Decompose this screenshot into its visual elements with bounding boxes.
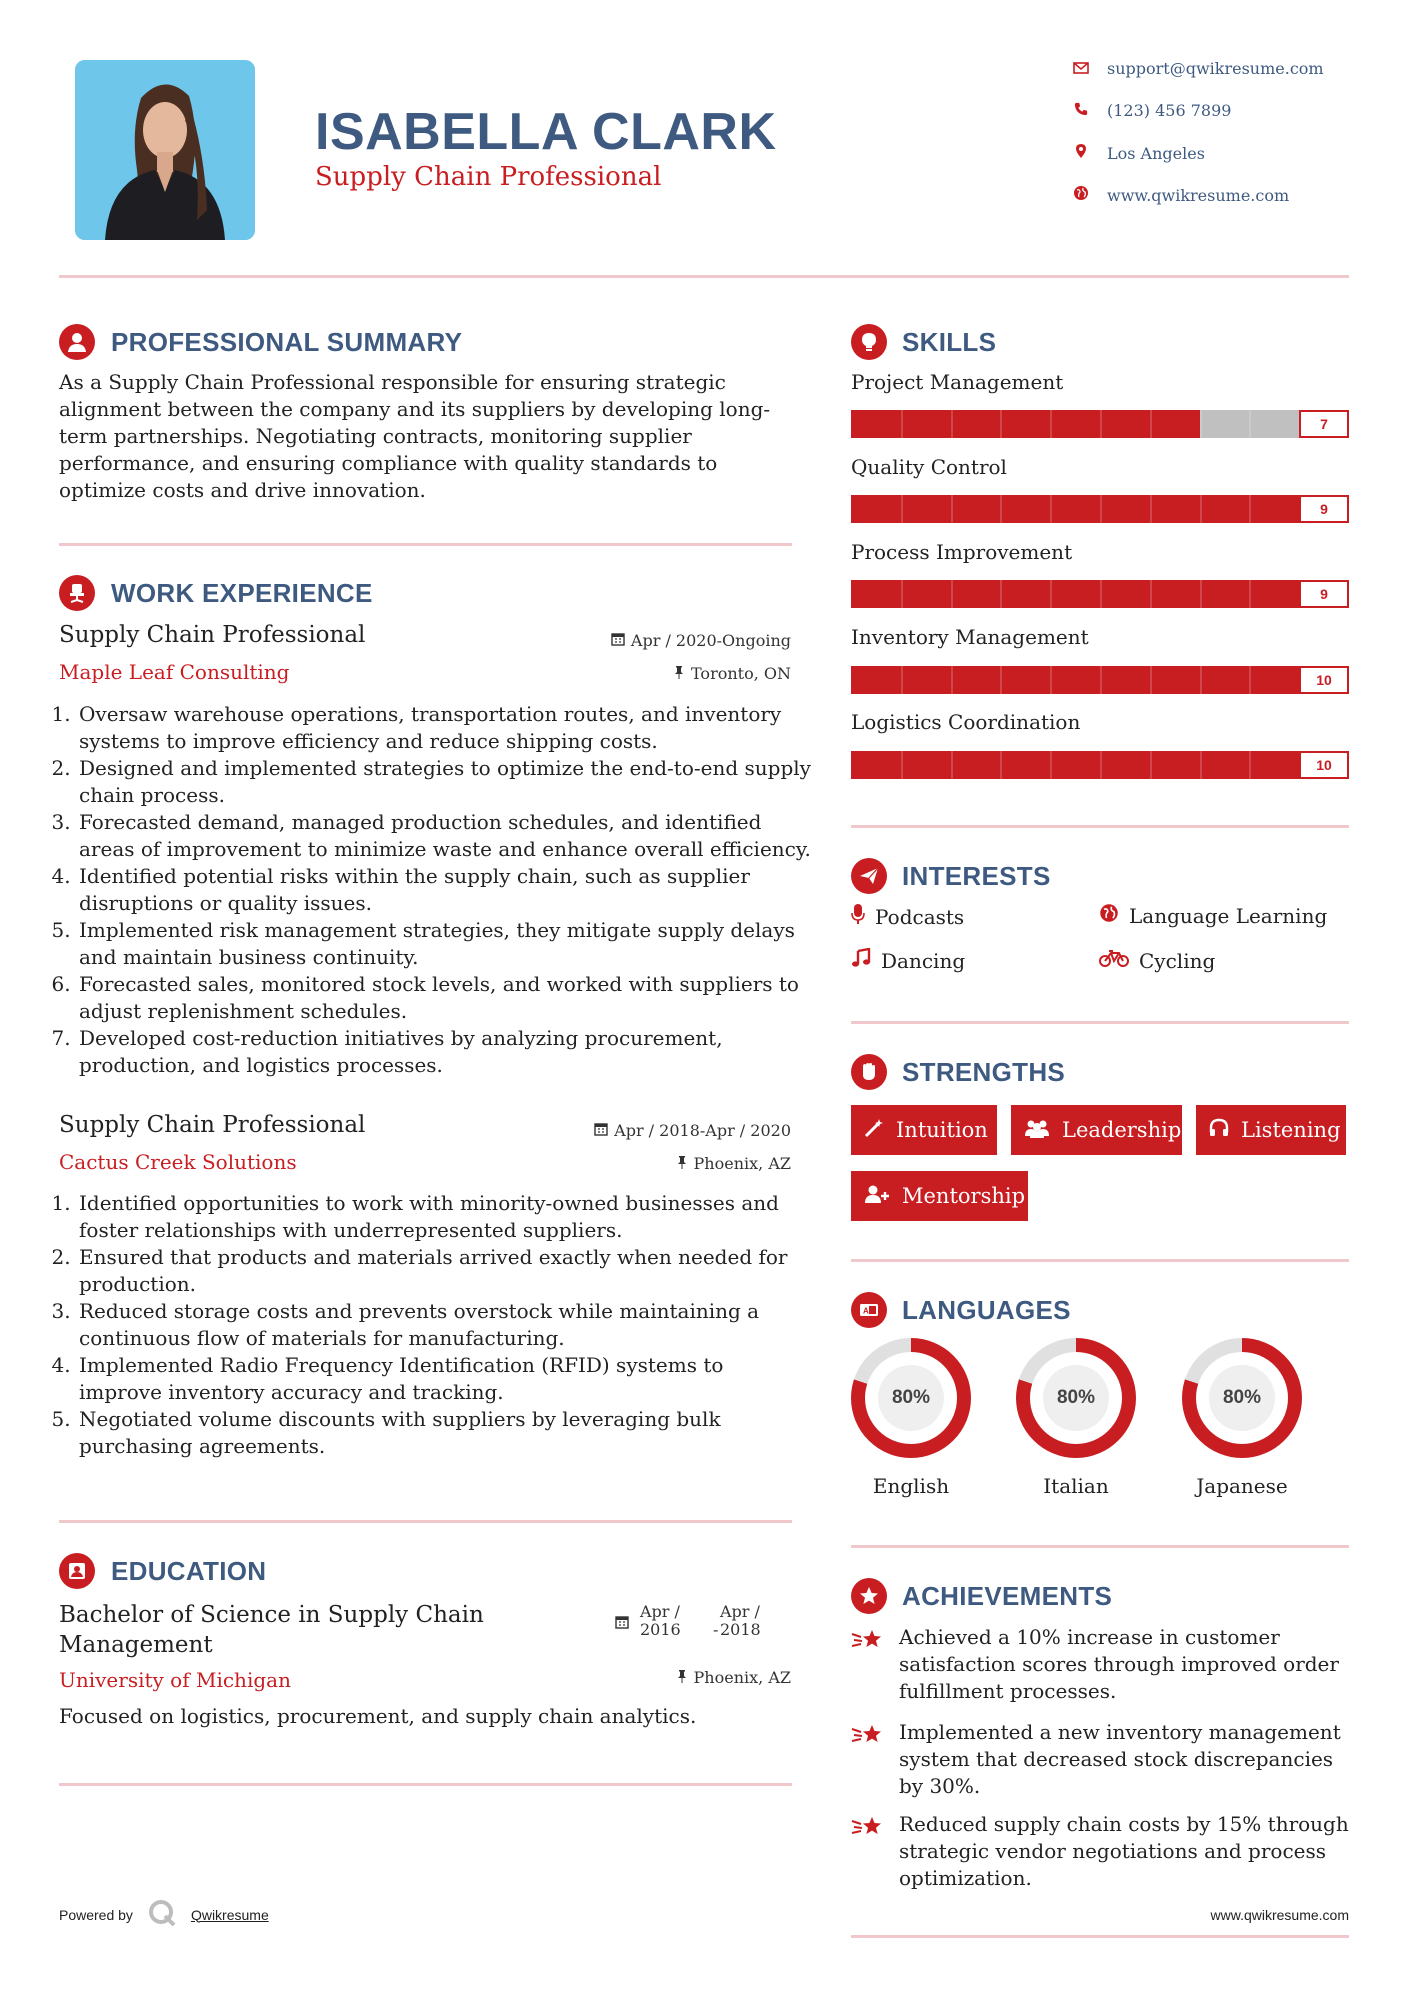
shooting-star-icon: [851, 1628, 885, 1705]
users-icon: [1024, 1118, 1050, 1143]
lightbulb-icon: [851, 324, 887, 360]
skill-bar-segment: [1100, 751, 1102, 779]
list-item: 5. Implemented risk management strategies, they mitigate supply delays and maintain business continuity.: [77, 917, 812, 971]
job-dates-text: Apr / 2018-Apr / 2020: [614, 1121, 791, 1140]
skill-score: 9: [1299, 580, 1349, 608]
list-item: 1. Identified opportunities to work with minority-owned businesses and foster relationships with underrepresented suppliers.: [77, 1190, 812, 1244]
footer-website[interactable]: www.qwikresume.com: [1210, 1907, 1349, 1923]
education-start-year: 2016: [640, 1620, 681, 1639]
magic-wand-icon: [864, 1118, 884, 1143]
skill-bar-segment: [1200, 410, 1202, 438]
skill-score: 9: [1299, 495, 1349, 523]
list-item: 1. Oversaw warehouse operations, transportation routes, and inventory systems to improve efficiency and reduce shipping costs.: [77, 701, 812, 755]
language-percent: 80%: [1209, 1365, 1275, 1431]
job-location: [673, 664, 791, 683]
company-name: Maple Leaf Consulting: [59, 660, 290, 684]
school-name: University of Michigan: [59, 1668, 291, 1692]
skill-name: Project Management: [851, 370, 1064, 394]
strengths-heading: STRENGTHS: [902, 1057, 1066, 1087]
skill-bar: [851, 410, 1349, 438]
skill-bar-segment: [1150, 666, 1152, 694]
skill-bar-segment: [1000, 580, 1002, 608]
skill-bar-segment: [1249, 580, 1251, 608]
education-end-year: 2018: [720, 1620, 761, 1639]
language-name: Italian: [1043, 1474, 1109, 1498]
svg-text:A: A: [863, 1306, 869, 1316]
degree-title-line-2: Management: [59, 1632, 213, 1658]
skill-bar-segment: [1050, 495, 1052, 523]
skill-bar-segment: [1200, 580, 1202, 608]
job-title: Supply Chain Professional: [59, 1112, 366, 1138]
skill-bar-segment: [1150, 580, 1152, 608]
interest-label: Dancing: [881, 948, 966, 973]
language-ring: [1016, 1338, 1136, 1458]
language-item: [849, 1338, 973, 1498]
job-location-text: Toronto, ON: [691, 664, 791, 683]
skill-bar-segment: [1150, 751, 1152, 779]
language-name: Japanese: [1196, 1474, 1288, 1498]
email-text: support@qwikresume.com: [1107, 59, 1324, 78]
phone-icon: [1073, 101, 1089, 120]
interest-label: Podcasts: [875, 904, 965, 929]
list-item: 5. Negotiated volume discounts with suppliers by leveraging bulk purchasing agreements.: [77, 1406, 812, 1460]
interest-label: Cycling: [1139, 948, 1216, 973]
calendar-icon: [594, 1121, 608, 1140]
skill-bar-segment: [901, 666, 903, 694]
skills-divider: [851, 825, 1349, 828]
raised-fist-icon: [851, 1054, 887, 1090]
education-date-dash: -: [713, 1620, 719, 1639]
skill-bar-segment: [1050, 410, 1052, 438]
thumbtack-icon: [676, 1154, 688, 1173]
language-icon: [851, 1292, 887, 1328]
achievements-heading: ACHIEVEMENTS: [902, 1581, 1113, 1611]
candidate-title: Supply Chain Professional: [315, 162, 662, 192]
shooting-star-icon: [851, 1815, 885, 1892]
education-location: [676, 1668, 791, 1687]
summary-text: As a Supply Chain Professional responsible for ensuring strategic alignment between the company and its suppliers by developing long-term partnerships. Negotiating contracts, monitoring supplier performance, and ensuring compliance with quality standards to optimize costs and drive innovation.: [59, 370, 771, 502]
skills-heading: SKILLS: [902, 327, 997, 357]
skill-bar: [851, 495, 1349, 523]
skill-bar-segment: [951, 495, 953, 523]
language-percent: 80%: [1043, 1365, 1109, 1431]
skill-score: 7: [1299, 410, 1349, 438]
language-ring: [1182, 1338, 1302, 1458]
strength-label: Intuition: [896, 1118, 988, 1142]
skill-bar-fill: [851, 580, 1299, 608]
skill-bar-segment: [1050, 751, 1052, 779]
contact-phone[interactable]: [1073, 101, 1231, 120]
list-item: 3. Reduced storage costs and prevents overstock while maintaining a continuous flow of materials for manufacturing.: [77, 1298, 812, 1352]
skill-bar-segment: [951, 666, 953, 694]
skill-bar-segment: [1249, 751, 1251, 779]
qwikresume-logo-icon: [147, 1898, 177, 1931]
job-dates: [594, 1121, 791, 1140]
skill-bar-fill: [851, 410, 1200, 438]
list-item: 3. Forecasted demand, managed production schedules, and identified areas of improvement to minimize waste and enhance overall efficiency.: [77, 809, 812, 863]
language-name: English: [872, 1474, 950, 1498]
location-text: Los Angeles: [1107, 143, 1205, 163]
phone-text: (123) 456 7899: [1107, 101, 1232, 120]
bicycle-icon: [1099, 948, 1129, 973]
achievement-text: Implemented a new inventory management system that decreased stock discrepancies by 30%.: [899, 1720, 1341, 1798]
strength-badge: [851, 1171, 1028, 1221]
office-chair-icon: [59, 575, 95, 611]
summary-heading: PROFESSIONAL SUMMARY: [111, 327, 463, 357]
language-ring: [851, 1338, 971, 1458]
skill-name: Process Improvement: [851, 540, 1073, 564]
skill-bar-segment: [1200, 495, 1202, 523]
skill-name: Logistics Coordination: [851, 710, 1081, 734]
job-duties-list: [59, 1190, 812, 1460]
star-badge-icon: [851, 1578, 887, 1614]
shooting-star-icon: [851, 1723, 885, 1800]
job-duties-list: [59, 701, 812, 1079]
skill-name: Quality Control: [851, 455, 1007, 479]
microphone-icon: [851, 903, 865, 930]
website-text: www.qwikresume.com: [1107, 185, 1290, 205]
skill-bar-segment: [1100, 410, 1102, 438]
languages-heading: LANGUAGES: [902, 1295, 1071, 1325]
company-name: Cactus Creek Solutions: [59, 1150, 297, 1174]
language-percent: 80%: [878, 1365, 944, 1431]
strength-label: Listening: [1241, 1118, 1341, 1142]
contact-website[interactable]: [1073, 185, 1289, 205]
strength-badge: [1196, 1105, 1346, 1155]
strength-label: Leadership: [1062, 1118, 1182, 1142]
skill-bar-segment: [951, 580, 953, 608]
experience-divider: [59, 1520, 792, 1523]
achievement-text: Achieved a 10% increase in customer satisfaction scores through improved order fulfillment processes.: [899, 1625, 1339, 1703]
skill-bar-segment: [1249, 410, 1251, 438]
footer-divider: [851, 1935, 1349, 1938]
education-location-text: Phoenix, AZ: [693, 1668, 791, 1687]
skill-bar-segment: [951, 410, 953, 438]
list-item: 6. Forecasted sales, monitored stock levels, and worked with suppliers to adjust replenishment schedules.: [77, 971, 812, 1025]
achievement-item: [851, 1624, 1351, 1705]
strengths-divider: [851, 1259, 1349, 1262]
map-pin-icon: [1073, 143, 1089, 163]
skill-bar-segment: [951, 751, 953, 779]
skill-bar-segment: [901, 580, 903, 608]
qwikresume-link[interactable]: Qwikresume: [190, 1906, 269, 1923]
skill-bar-segment: [1200, 751, 1202, 779]
skill-bar-segment: [901, 751, 903, 779]
interest-item: [1099, 948, 1215, 973]
job-location-text: Phoenix, AZ: [693, 1154, 791, 1173]
summary-divider: [59, 543, 792, 546]
interests-heading: INTERESTS: [902, 861, 1051, 891]
job-dates: [611, 631, 791, 650]
skill-bar-segment: [1249, 495, 1251, 523]
education-description: Focused on logistics, procurement, and supply chain analytics.: [59, 1704, 697, 1728]
achievement-text: Reduced supply chain costs by 15% through strategic vendor negotiations and process optimization.: [899, 1812, 1349, 1890]
profile-photo: [75, 60, 255, 240]
education-dates: [615, 1602, 795, 1642]
user-plus-icon: [864, 1184, 890, 1209]
contact-email[interactable]: [1073, 59, 1324, 78]
contact-location: [1073, 143, 1205, 163]
skill-bar-segment: [1200, 666, 1202, 694]
skill-bar-segment: [1000, 495, 1002, 523]
degree-title-line-1: Bachelor of Science in Supply Chain: [59, 1602, 484, 1628]
skill-bar-segment: [1150, 495, 1152, 523]
achievement-item: [851, 1719, 1351, 1800]
headphones-icon: [1209, 1118, 1229, 1143]
skill-bar-segment: [1000, 666, 1002, 694]
list-item: 2. Ensured that products and materials arrived exactly when needed for production.: [77, 1244, 812, 1298]
music-note-icon: [851, 948, 871, 973]
globe-icon: [1099, 903, 1119, 928]
list-item: 2. Designed and implemented strategies to optimize the end-to-end supply chain process.: [77, 755, 812, 809]
strength-badge: [851, 1105, 997, 1155]
powered-by-text: Powered by: [59, 1906, 133, 1923]
strength-label: Mentorship: [902, 1184, 1026, 1208]
paper-plane-icon: [851, 858, 887, 894]
education-start-month: Apr /: [640, 1602, 680, 1621]
strength-badge: [1011, 1105, 1182, 1155]
user-circle-icon: [59, 324, 95, 360]
skill-bar-fill: [851, 495, 1299, 523]
globe-icon: [1073, 185, 1089, 205]
skill-bar-segment: [1000, 410, 1002, 438]
skill-bar-segment: [1100, 666, 1102, 694]
skill-name: Inventory Management: [851, 625, 1089, 649]
skill-bar: [851, 580, 1349, 608]
education-divider: [59, 1783, 792, 1786]
thumbtack-icon: [673, 664, 685, 683]
skill-score: 10: [1299, 751, 1349, 779]
candidate-name: ISABELLA CLARK: [315, 103, 777, 161]
list-item: 4. Identified potential risks within the supply chain, such as supplier disruptions or quality issues.: [77, 863, 812, 917]
calendar-icon: [615, 1614, 629, 1633]
job-title: Supply Chain Professional: [59, 622, 366, 648]
skill-score: 10: [1299, 666, 1349, 694]
interest-label: Language Learning: [1129, 903, 1328, 928]
interest-item: [1099, 903, 1327, 928]
skill-bar-segment: [1050, 580, 1052, 608]
skill-bar-segment: [901, 495, 903, 523]
interest-item: [851, 903, 964, 930]
experience-heading: WORK EXPERIENCE: [111, 578, 373, 608]
envelope-icon: [1073, 59, 1089, 78]
language-item: [1180, 1338, 1304, 1498]
skill-bar-segment: [1100, 580, 1102, 608]
job-dates-text: Apr / 2020-Ongoing: [630, 631, 791, 650]
interests-divider: [851, 1021, 1349, 1024]
languages-divider: [851, 1545, 1349, 1548]
interest-item: [851, 948, 965, 973]
graduate-icon: [59, 1553, 95, 1589]
thumbtack-icon: [676, 1668, 688, 1687]
skill-bar: [851, 666, 1349, 694]
skill-bar-segment: [1100, 495, 1102, 523]
skill-bar: [851, 751, 1349, 779]
skill-bar-segment: [1050, 666, 1052, 694]
education-heading: EDUCATION: [111, 1556, 267, 1586]
list-item: 7. Developed cost-reduction initiatives by analyzing procurement, production, and logistics processes.: [77, 1025, 812, 1079]
skill-bar-segment: [901, 410, 903, 438]
language-item: [1014, 1338, 1138, 1498]
header-divider: [59, 275, 1349, 278]
skill-bar-segment: [1150, 410, 1152, 438]
footer-branding: [59, 1898, 269, 1931]
list-item: 4. Implemented Radio Frequency Identification (RFID) systems to improve inventory accuracy and tracking.: [77, 1352, 812, 1406]
education-end-month: Apr /: [720, 1602, 760, 1621]
calendar-icon: [611, 631, 625, 650]
job-location: [676, 1154, 791, 1173]
degree-title: [59, 1600, 484, 1660]
skill-bar-segment: [1249, 666, 1251, 694]
skill-bar-segment: [1000, 751, 1002, 779]
achievement-item: [851, 1811, 1351, 1892]
